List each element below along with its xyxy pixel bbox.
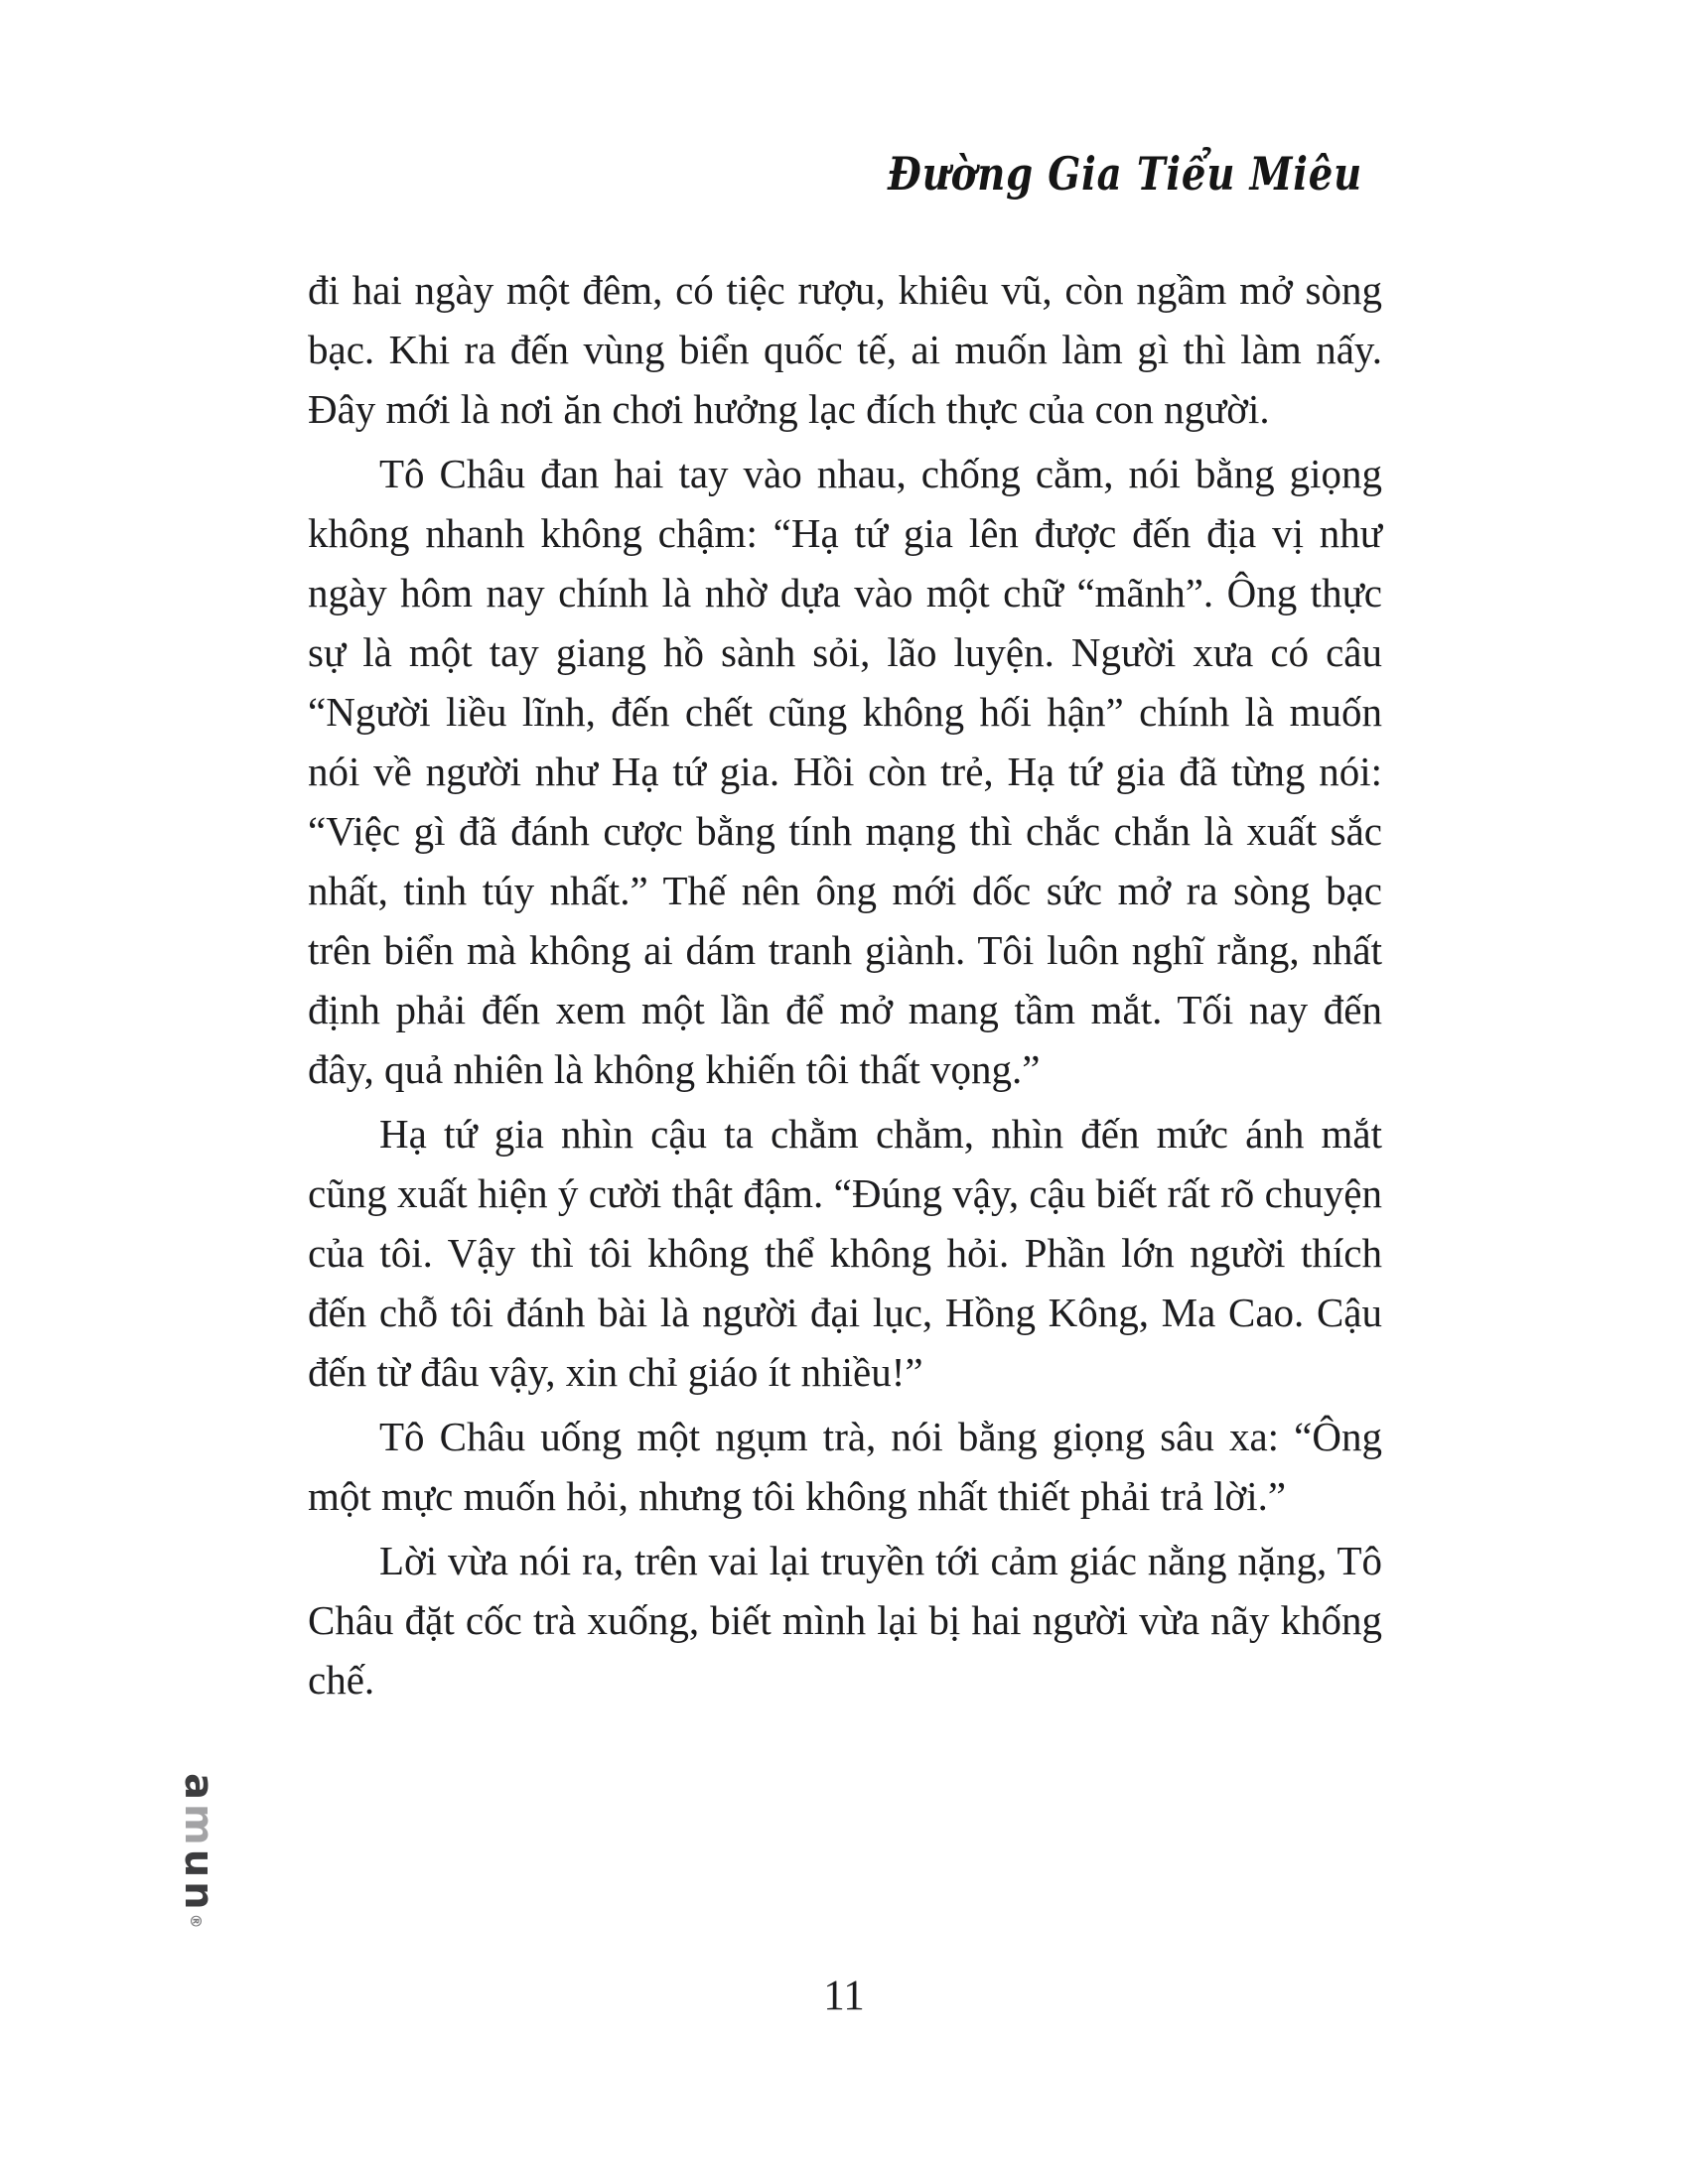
paragraph: đi hai ngày một đêm, có tiệc rượu, khiêu vũ, còn ngầm mở sòng bạc. Khi ra đến vùng biển quốc tế, ai muốn làm gì thì làm nấy. Đây mới là nơi ăn chơi hưởng lạc đích thực của con người. xyxy=(308,267,1382,432)
paragraph: Tô Châu uống một ngụm trà, nói bằng giọng sâu xa: “Ông một mực muốn hỏi, nhưng tôi không nhất thiết phải trả lời.” xyxy=(308,1414,1382,1519)
paragraph: Tô Châu đan hai tay vào nhau, chống cằm, nói bằng giọng không nhanh không chậm: “Hạ tứ gia lên được đến địa vị như ngày hôm nay chính là nhờ dựa vào một chữ “mãnh”. Ông thực sự là một tay giang hồ sành sỏi, lão luyện. Người xưa có câu “Người liều lĩnh, đến chết cũng không hối hận” chính là muốn nói về người như Hạ tứ gia. Hồi còn trẻ, Hạ tứ gia đã từng nói: “Việc gì đã đánh cược bằng tính mạng thì chắc chắn là xuất sắc nhất, tinh túy nhất.” Thế nên ông mới dốc sức mở ra sòng bạc trên biển mà không ai dám tranh giành. Tôi luôn nghĩ rằng, nhất định phải đến xem một lần để mở mang tầm mắt. Tối nay đến đây, quả nhiên là không khiến tôi thất vọng.” xyxy=(308,451,1382,1092)
logo-letter-m: m xyxy=(176,1804,221,1849)
registered-trademark-icon: ® xyxy=(187,1913,205,1929)
logo-letter-u: u xyxy=(176,1848,221,1882)
running-header-author: Đường Gia Tiểu Miêu xyxy=(887,147,1362,201)
logo-letter-a: a xyxy=(176,1773,221,1804)
page-number: 11 xyxy=(823,1973,865,2019)
logo-letter-n: n xyxy=(176,1881,221,1914)
paragraph: Lời vừa nói ra, trên vai lại truyền tới cảm giác nằng nặng, Tô Châu đặt cốc trà xuống, biết mình lại bị hai người vừa nãy khống chế. xyxy=(308,1538,1382,1703)
body-text-block xyxy=(308,260,1382,1714)
paragraph: Hạ tứ gia nhìn cậu ta chằm chằm, nhìn đến mức ánh mắt cũng xuất hiện ý cười thật đậm. “Đúng vậy, cậu biết rất rõ chuyện của tôi. Vậy thì tôi không thể không hỏi. Phần lớn người thích đến chỗ tôi đánh bài là người đại lục, Hồng Kông, Ma Cao. Cậu đến từ đâu vậy, xin chỉ giáo ít nhiều!” xyxy=(308,1111,1382,1395)
amun-publisher-logo xyxy=(174,1773,220,1929)
